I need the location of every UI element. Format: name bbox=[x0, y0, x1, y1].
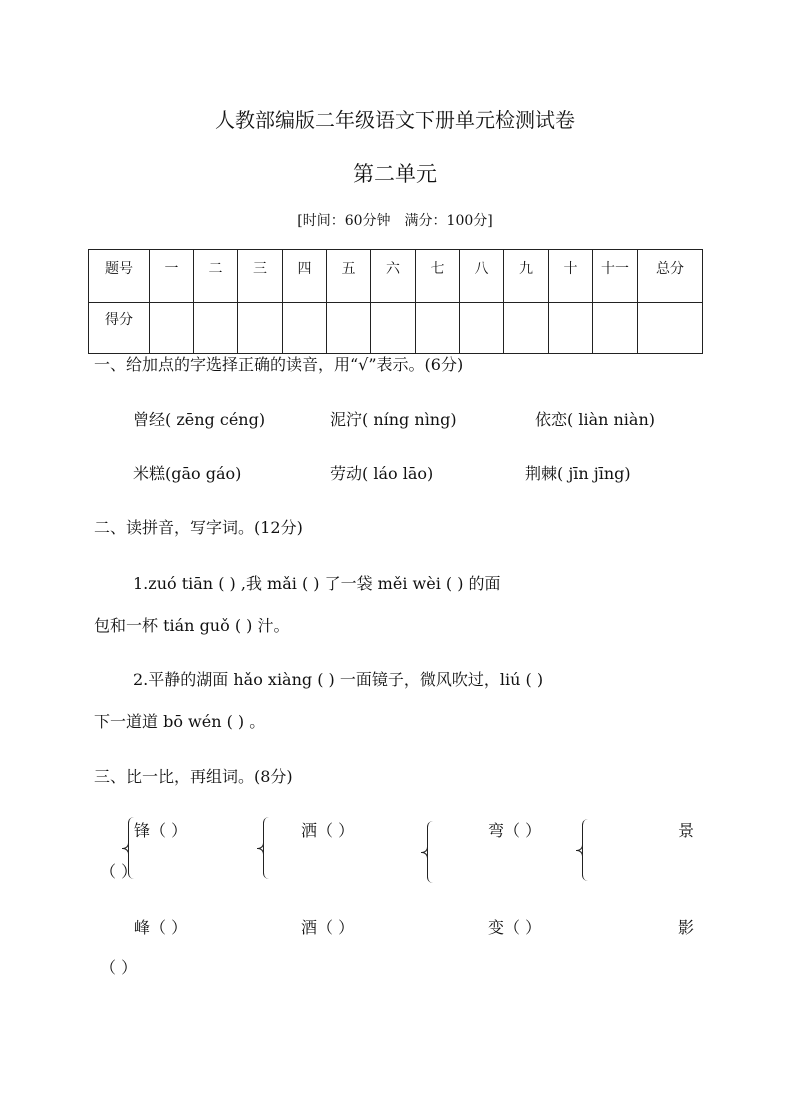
score-input-cell[interactable] bbox=[327, 303, 371, 354]
q3-word-box: 影 bbox=[678, 918, 695, 937]
q1-item: 米糕(gāo gáo) bbox=[133, 464, 242, 483]
q3-word-box: （ ） bbox=[100, 958, 138, 977]
score-input-cell[interactable] bbox=[371, 303, 416, 354]
table-cell: 一 bbox=[150, 250, 194, 303]
table-cell: 总分 bbox=[638, 250, 703, 303]
score-input-cell[interactable] bbox=[238, 303, 283, 354]
table-cell: 七 bbox=[416, 250, 460, 303]
q1-item: 荆棘( jīn jīng) bbox=[525, 464, 631, 483]
q1-item: 曾经( zēng céng) bbox=[133, 410, 266, 429]
score-table-score-row bbox=[89, 303, 703, 354]
score-table-header-row bbox=[89, 250, 703, 303]
table-cell: 四 bbox=[283, 250, 327, 303]
score-input-cell[interactable] bbox=[638, 303, 703, 354]
table-cell: 十一 bbox=[593, 250, 638, 303]
exam-title: 人教部编版二年级语文下册单元检测试卷 bbox=[215, 108, 575, 132]
brace-4 bbox=[582, 819, 591, 881]
table-cell: 十 bbox=[549, 250, 593, 303]
score-table bbox=[88, 249, 703, 354]
q3-word-box: 洒（ ） bbox=[301, 821, 355, 840]
table-cell: 题号 bbox=[89, 250, 150, 303]
table-cell: 二 bbox=[194, 250, 238, 303]
q1-item: 劳动( láo lāo) bbox=[330, 464, 434, 483]
score-input-cell[interactable] bbox=[416, 303, 460, 354]
q3-word-box: （ ） bbox=[100, 862, 138, 881]
score-input-cell[interactable] bbox=[504, 303, 549, 354]
table-cell: 三 bbox=[238, 250, 283, 303]
table-cell: 五 bbox=[327, 250, 371, 303]
question-3-heading: 三、比一比，再组词。(8分) bbox=[94, 767, 293, 786]
q3-word-box: 锋（ ） bbox=[134, 821, 188, 840]
question-1-heading: 一、给加点的字选择正确的读音，用“√”表示。(6分) bbox=[94, 355, 464, 374]
q3-word-box: 峰（ ） bbox=[134, 918, 188, 937]
score-input-cell[interactable] bbox=[283, 303, 327, 354]
unit-title: 第二单元 bbox=[353, 162, 437, 186]
q3-word-box: 弯（ ） bbox=[488, 821, 542, 840]
question-2-heading: 二、读拼音，写字词。(12分) bbox=[94, 518, 303, 537]
table-cell: 六 bbox=[371, 250, 416, 303]
score-input-cell[interactable] bbox=[593, 303, 638, 354]
table-cell: 九 bbox=[504, 250, 549, 303]
score-input-cell[interactable] bbox=[194, 303, 238, 354]
q1-item: 依恋( liàn niàn) bbox=[535, 410, 656, 429]
table-cell: 八 bbox=[460, 250, 504, 303]
score-input-cell[interactable] bbox=[460, 303, 504, 354]
score-input-cell[interactable] bbox=[549, 303, 593, 354]
q3-word-box: 变（ ） bbox=[488, 918, 542, 937]
brace-3 bbox=[427, 821, 436, 883]
table-cell: 得分 bbox=[89, 303, 150, 354]
q3-word-box: 景 bbox=[678, 821, 695, 840]
q2-line: 下一道道 bō wén ( ) 。 bbox=[94, 712, 266, 731]
q3-word-box: 酒（ ） bbox=[301, 918, 355, 937]
score-input-cell[interactable] bbox=[150, 303, 194, 354]
q2-line: 1.zuó tiān ( ) ,我 mǎi ( ) 了一袋 měi wèi ( ) 的面 bbox=[133, 574, 501, 593]
exam-meta: [时间：60分钟 满分：100分] bbox=[297, 213, 493, 229]
q2-line: 包和一杯 tián guǒ ( ) 汁。 bbox=[94, 616, 290, 635]
q1-item: 泥泞( níng nìng) bbox=[330, 410, 457, 429]
q2-line: 2.平静的湖面 hǎo xiàng ( ) 一面镜子，微风吹过，liú ( ) bbox=[133, 670, 544, 689]
brace-2 bbox=[263, 817, 272, 879]
